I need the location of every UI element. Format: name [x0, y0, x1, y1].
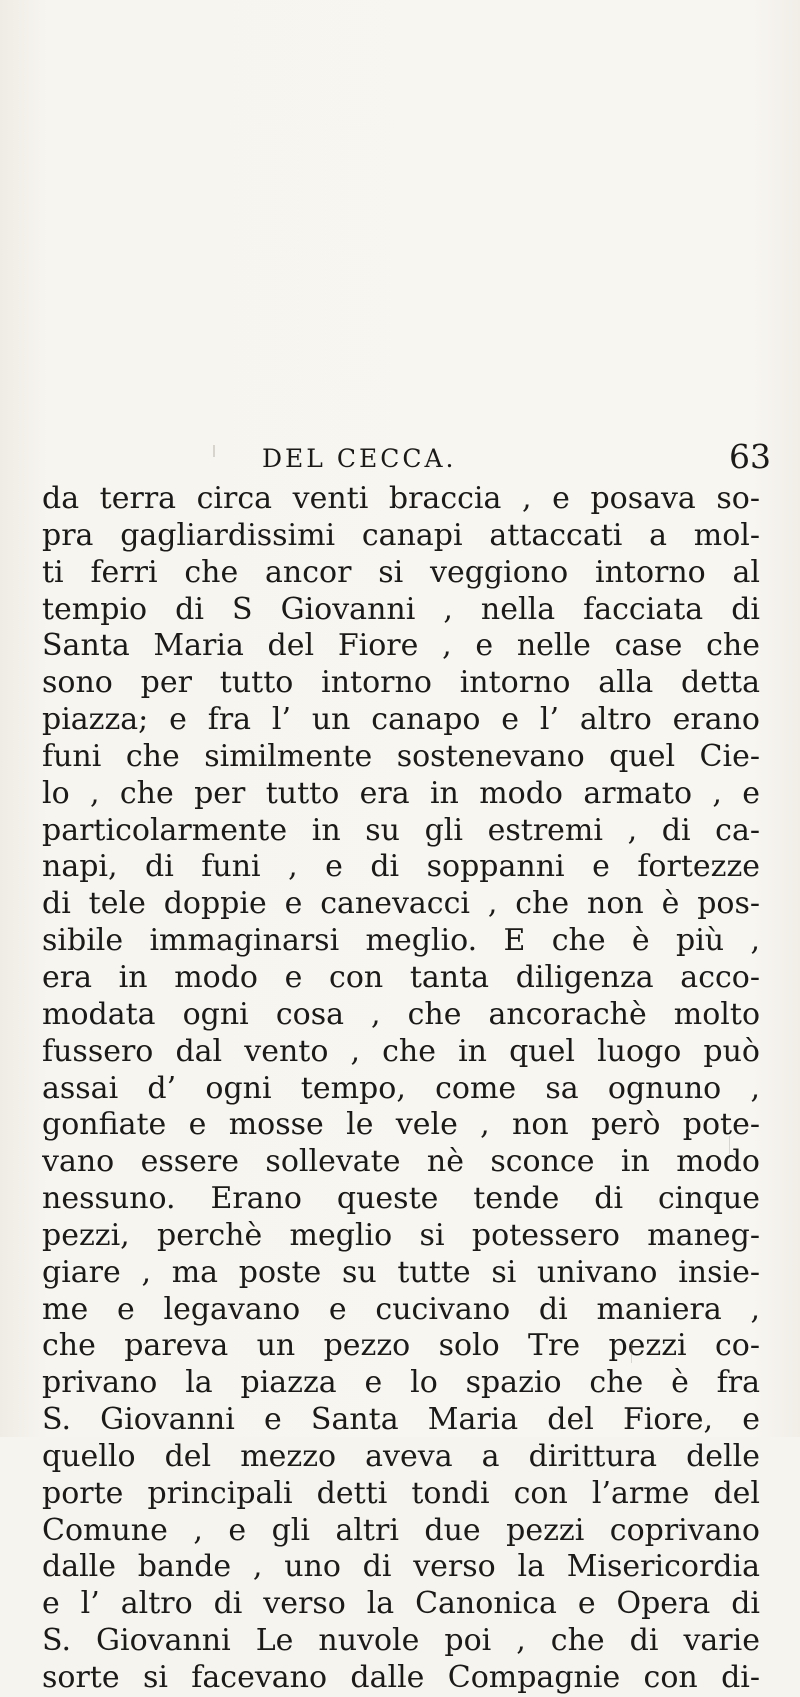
- text-line: me e legavano e cucivano di maniera ,: [42, 1291, 760, 1327]
- paper-speck: [729, 1136, 730, 1154]
- text-line: S. Giovanni e Santa Maria del Fiore, e: [42, 1402, 760, 1438]
- text-line: piazza; e fra l’ un canapo e l’ altro erano: [42, 702, 760, 738]
- text-line: napi, di funi , e di soppanni e fortezze: [42, 849, 760, 885]
- text-line: dalle bande , uno di verso la Misericordia: [42, 1549, 760, 1585]
- text-line: da terra circa venti braccia , e posava so-: [42, 481, 760, 516]
- text-line: che pareva un pezzo solo Tre pezzi co-: [42, 1328, 760, 1364]
- text-line: giare , ma poste su tutte si univano insie-: [42, 1254, 760, 1290]
- text-line: particolarmente in su gli estremi , di ca-: [42, 812, 760, 848]
- text-line: fussero dal vento , che in quel luogo può: [42, 1033, 760, 1069]
- text-line: privano la piazza e lo spazio che è fra: [42, 1365, 760, 1401]
- text-line: Santa Maria del Fiore , e nelle case che: [42, 628, 760, 664]
- text-line: sorte si facevano dalle Compagnie con di-: [42, 1660, 760, 1695]
- text-line: e l’ altro di verso la Canonica e Opera di: [42, 1586, 760, 1622]
- text-line: funi che similmente sostenevano quel Cie-: [42, 738, 760, 774]
- text-line: lo , che per tutto era in modo armato , e: [42, 775, 760, 811]
- paper-speck: [213, 445, 215, 457]
- text-line: assai d’ ogni tempo, come sa ognuno ,: [42, 1070, 760, 1106]
- text-line: quello del mezzo aveva a dirittura delle: [42, 1438, 760, 1474]
- text-line: di tele doppie e canevacci , che non è pos-: [42, 886, 760, 922]
- paper-speck: [631, 1343, 632, 1363]
- text-line: pezzi, perchè meglio si potessero maneg-: [42, 1217, 760, 1253]
- text-line: nessuno. Erano queste tende di cinque: [42, 1181, 760, 1217]
- text-line: pra gagliardissimi canapi attaccati a mol-: [42, 517, 760, 553]
- text-line: porte principali detti tondi con l’arme del: [42, 1475, 760, 1511]
- text-line: modata ogni cosa , che ancorachè molto: [42, 996, 760, 1032]
- text-line: ti ferri che ancor si veggiono intorno al: [42, 554, 760, 590]
- text-line: sibile immaginarsi meglio. E che è più ,: [42, 923, 760, 959]
- text-line: S. Giovanni Le nuvole poi , che di varie: [42, 1623, 760, 1659]
- text-line: sono per tutto intorno intorno alla detta: [42, 665, 760, 701]
- text-line: Comune , e gli altri due pezzi coprivano: [42, 1512, 760, 1548]
- text-line: era in modo e con tanta diligenza acco-: [42, 959, 760, 995]
- text-line: vano essere sollevate nè sconce in modo: [42, 1144, 760, 1180]
- text-line: gonfiate e mosse le vele , non però pote-: [42, 1107, 760, 1143]
- text-line: tempio di S Giovanni , nella facciata di: [42, 591, 760, 627]
- body-text: [42, 481, 760, 1697]
- running-title: DEL CECCA.: [262, 444, 457, 473]
- page-number: 63: [729, 437, 771, 476]
